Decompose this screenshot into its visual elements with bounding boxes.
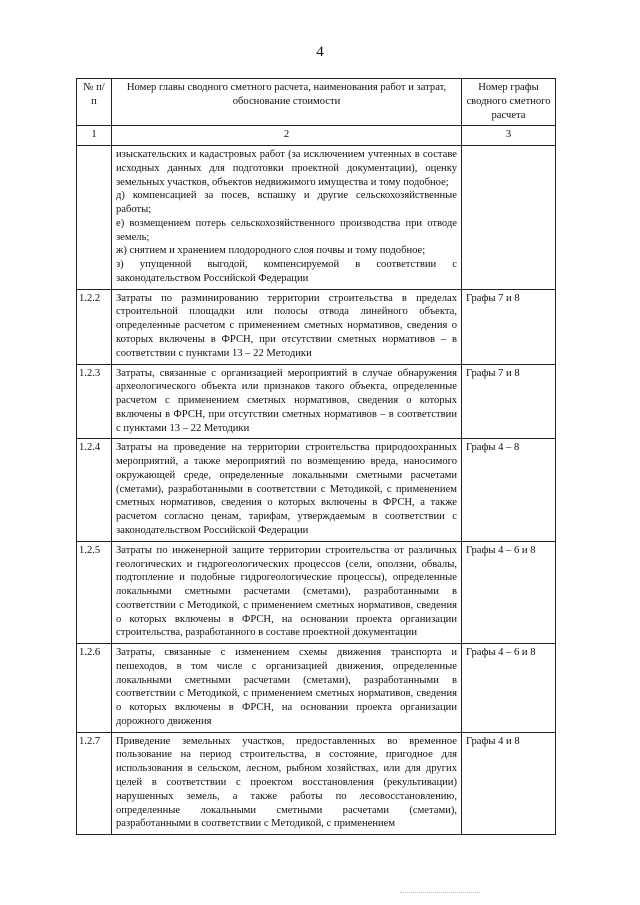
table-row bbox=[77, 439, 556, 541]
continuation-line: изыскательских и кадастровых работ (за исключением учтенных в составе исходных данных для подготовки проектной документации), оценку земельных участков, объектов недвижимого имущества и тому подобное; bbox=[116, 149, 457, 188]
row-columns-cell: Графы 4 – 6 и 8 bbox=[462, 541, 556, 643]
row-number-cell: 1.2.3 bbox=[77, 364, 112, 439]
row-columns-cell: Графы 7 и 8 bbox=[462, 289, 556, 364]
row-number-cell: 1.2.6 bbox=[77, 644, 112, 733]
continuation-line: е) возмещением потерь сельскохозяйственного производства при отводе земель; bbox=[116, 217, 457, 243]
row-description-cell: Затраты по разминированию территории строительства в пределах строительной площадки или полосы отвода линейного объекта, определенные расчетом с применением сметных нормативов, сведения о которых включены в ФРСН, при отсутствии сметных нормативов – в соответствии с пунктами 13 – 22 Методики bbox=[112, 289, 462, 364]
row-description-cell bbox=[112, 146, 462, 290]
table-header-row bbox=[77, 79, 556, 126]
table-row bbox=[77, 364, 556, 439]
table-row bbox=[77, 732, 556, 834]
row-columns-cell: Графы 4 – 8 bbox=[462, 439, 556, 541]
row-columns-cell: Графы 4 – 6 и 8 bbox=[462, 644, 556, 733]
row-description-cell: Затраты, связанные с изменением схемы движения транспорта и пешеходов, в том числе с организацией движения, определенные локальными сметными расчетами (сметами), разработанными в соответствии с Методикой, с применением сметных нормативов, сведения о которых включены в ФРСН, на основании проекта организации дорожного движения bbox=[112, 644, 462, 733]
page-number: 4 bbox=[316, 44, 324, 60]
continuation-line: з) упущенной выгодой, компенсируемой в соответствии с законодательством Российской Федерации bbox=[116, 259, 457, 284]
header-column-ref-column: Номер графы сводного сметного расчета bbox=[462, 79, 556, 126]
row-description-cell: Приведение земельных участков, предоставленных во временное пользование на период строительства, в состояние, пригодное для использования в сельском, лесном, рыбном хозяйствах, или для других целей в соответствии с проектом восстановления (рекультивации) нарушенных земель, а также работы по лесовосстановлению, определенные локальными сметными расчетами (сметами), разработанными в соответствии с Методикой, с применением bbox=[112, 732, 462, 834]
row-columns-cell bbox=[462, 146, 556, 290]
row-columns-cell: Графы 7 и 8 bbox=[462, 364, 556, 439]
row-description-cell: Затраты по инженерной защите территории строительства от различных геологических и гидрогеологических процессов (сели, оползни, обвалы, подтопление и подобные гидрогеологические процессы), определенные локальными сметными расчетами (сметами), разработанными в соответствии с Методикой, с применением сметных нормативов, сведения о которых включены в ФРСН, на основании проекта организации строительства, разработанного в составе проектной документации bbox=[112, 541, 462, 643]
column-number: 2 bbox=[112, 126, 462, 146]
row-number-cell bbox=[77, 146, 112, 290]
header-number-column: № п/п bbox=[77, 79, 112, 126]
header-description-column: Номер главы сводного сметного расчета, наименования работ и затрат, обоснование стоимости bbox=[112, 79, 462, 126]
row-description-cell: Затраты, связанные с организацией мероприятий в случае обнаружения археологического объекта или признаков такого объекта, определенные расчетом с применением сметных нормативов, сведения о которых включены в ФРСН, при отсутствии сметных нормативов – в соответствии с пунктами 13 – 22 Методики bbox=[112, 364, 462, 439]
table-row-continuation bbox=[77, 146, 556, 290]
table-row bbox=[77, 541, 556, 643]
row-columns-cell: Графы 4 и 8 bbox=[462, 732, 556, 834]
scan-artifact-line bbox=[400, 892, 480, 894]
estimate-table bbox=[76, 78, 556, 835]
continuation-line: д) компенсацией за посев, вспашку и другие сельскохозяйственные работы; bbox=[116, 190, 457, 216]
column-number: 1 bbox=[77, 126, 112, 146]
row-number-cell: 1.2.4 bbox=[77, 439, 112, 541]
row-number-cell: 1.2.2 bbox=[77, 289, 112, 364]
table-row bbox=[77, 644, 556, 733]
continuation-line: ж) снятием и хранением плодородного слоя почвы и тому подобное; bbox=[116, 245, 426, 257]
row-number-cell: 1.2.5 bbox=[77, 541, 112, 643]
column-numbers-row bbox=[77, 126, 556, 146]
column-number: 3 bbox=[462, 126, 556, 146]
row-number-cell: 1.2.7 bbox=[77, 732, 112, 834]
table-row bbox=[77, 289, 556, 364]
row-description-cell: Затраты на проведение на территории строительства природоохранных мероприятий, а также мероприятий по возмещению вреда, наносимого окружающей среде, определенные локальными сметными расчетами (сметами), разработанными в соответствии с Методикой, с применением сметных нормативов, сведения о которых включены в ФРСН, а также расчетом согласно ценам, тарифам, утверждаемым в соответствии с законодательством Российской Федерации bbox=[112, 439, 462, 541]
